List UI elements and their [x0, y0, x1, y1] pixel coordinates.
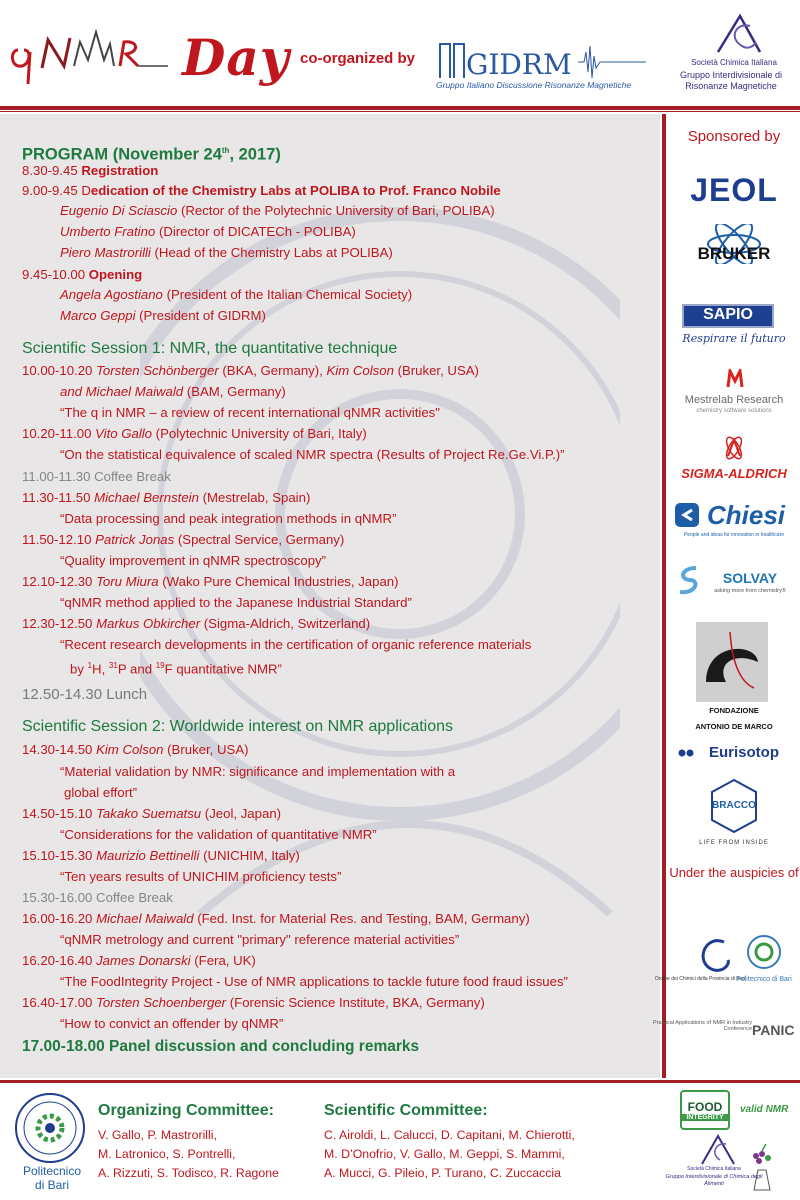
- fondazione-name: ANTONIO DE MARCO: [695, 722, 773, 731]
- program-line: [22, 805, 281, 823]
- program-line: [60, 868, 341, 886]
- program-line: [22, 468, 171, 486]
- program-text: Scientific Session 2: Worldwide interest on NMR applications: [22, 718, 454, 735]
- scientific-member-line: A. Mucci, G. Pileio, P. Turano, C. Zuccaccia: [324, 1166, 561, 1180]
- program-text: Patrick Jonas: [95, 532, 175, 547]
- sidebar-divider: [662, 114, 666, 1078]
- program-text: “Ten years results of UNICHIM proficiency tests”: [60, 869, 342, 884]
- program-text: (Sigma-Aldrich, Switzerland): [200, 616, 371, 631]
- header-divider: [0, 106, 800, 110]
- fondazione-emblem: [696, 622, 768, 702]
- valid-nmr-logo: valid NMR: [740, 1104, 789, 1115]
- ordine-chimici-icon: [694, 934, 734, 974]
- program-text: (UNICHIM, Italy): [199, 848, 300, 863]
- scientific-committee-title: Scientific Committee:: [324, 1102, 488, 1119]
- program-text: (Director of DICATECh - POLIBA): [155, 224, 356, 239]
- program-line: [22, 182, 501, 200]
- program-line: [22, 489, 310, 507]
- panic-fullname: Practical Applications of NMR in Industry Conference: [652, 1020, 752, 1032]
- program-text: “qNMR metrology and current "primary" reference material activities”: [60, 932, 460, 947]
- organizing-member-line: V. Gallo, P. Mastrorilli,: [98, 1128, 217, 1142]
- chiesi-logo: Chiesi: [706, 500, 786, 530]
- program-text: 17.00-18.00 Panel discussion and concluding remarks: [22, 1038, 420, 1055]
- program-text: (Spectral Service, Germany): [174, 532, 345, 547]
- program-text: Vito Gallo: [95, 426, 153, 441]
- lunch-line: [22, 686, 147, 704]
- superscript: 19: [155, 661, 165, 670]
- program-line: [70, 657, 282, 678]
- program-line: [60, 931, 459, 949]
- organizing-committee-title: Organizing Committee:: [98, 1102, 275, 1119]
- ordine-chimici-label: Ordine dei Chimici della Provincia di Bari: [654, 976, 746, 982]
- program-text: Michael Maiwald: [96, 911, 194, 926]
- program-line: [60, 286, 412, 304]
- program-text: and Michael Maiwald: [60, 384, 184, 399]
- sapio-tagline: Respirare il futuro: [682, 332, 786, 345]
- poliba-seal-icon: [14, 1092, 86, 1164]
- sponsored-by-label: Sponsored by: [687, 128, 781, 145]
- program-title: [22, 142, 281, 164]
- program-text: 9.00-9.45 D: [22, 183, 91, 198]
- program-line: [60, 636, 531, 654]
- program-text: Registration: [81, 163, 159, 178]
- program-line: [60, 446, 565, 464]
- organizing-member-line: M. Latronico, S. Pontrelli,: [98, 1147, 236, 1161]
- program-text: 8.30-9.45: [22, 163, 82, 178]
- gidrm-logo-text: GIDRM: [466, 48, 572, 81]
- program-text: F quantitative NMR”: [164, 661, 282, 677]
- foodintegrity-logo-sub: INTEGRITY: [680, 1114, 730, 1121]
- gica-society: Società Chimica Italiana: [687, 1166, 741, 1172]
- program-line: [22, 847, 300, 865]
- program-text: Markus Obkircher: [96, 616, 201, 631]
- program-text: Piero Mastrorilli: [60, 245, 151, 260]
- scientific-member-line: C. Airoldi, L. Calucci, D. Capitani, M. Chierotti,: [324, 1128, 575, 1142]
- program-text: 12.50-14.30 Lunch: [22, 686, 148, 703]
- program-text: 11.00-11.30 Coffee Break: [22, 469, 171, 484]
- qnmr-logo: [8, 20, 168, 86]
- program-line: [60, 202, 495, 220]
- sapio-logo: SAPIO: [703, 306, 753, 323]
- program-line: [60, 510, 396, 528]
- header: [0, 0, 800, 104]
- program-text: Toru Miura: [96, 574, 159, 589]
- jeol-logo: JEOL: [690, 172, 778, 208]
- program-text: “Recent research developments in the certification of organic reference materials: [60, 637, 532, 652]
- program-text: Torsten Schönberger: [96, 363, 219, 378]
- mestrelab-icon: [726, 369, 744, 389]
- program-text: (Polytechnic University of Bari, Italy): [152, 426, 367, 441]
- mestrelab-logo: Mestrelab Research: [684, 394, 784, 406]
- auspices-label: Under the auspicies of: [669, 865, 799, 880]
- program-text: (Bruker, USA): [393, 363, 479, 378]
- program-line: [22, 615, 370, 633]
- program-line: [22, 910, 530, 928]
- bruker-logo: BRUKER: [697, 244, 771, 263]
- program-line: [60, 552, 326, 570]
- program-line: [60, 404, 440, 422]
- program-text: “qNMR method applied to the Japanese Industrial Standard”: [60, 595, 412, 610]
- program-text: (Fed. Inst. for Material Res. and Testing, BAM, Germany): [193, 911, 530, 926]
- program-text: (Head of the Chemistry Labs at POLIBA): [150, 245, 393, 260]
- program-text: 10.20-11.00: [22, 426, 96, 441]
- program-text: James Donarski: [96, 953, 191, 968]
- program-text: 15.10-15.30: [22, 848, 97, 863]
- program-text: P and: [117, 661, 156, 677]
- scientific-member-line: M. D’Onofrio, V. Gallo, M. Geppi, S. Mammi,: [324, 1147, 565, 1161]
- program-line: [60, 973, 568, 991]
- session-heading: [22, 340, 397, 358]
- program-text: Marco Geppi: [60, 308, 136, 323]
- program-text: (Mestrelab, Spain): [198, 490, 311, 505]
- program-text: (BAM, Germany): [183, 384, 286, 399]
- program-text: (Bruker, USA): [163, 742, 249, 757]
- program-line: [60, 223, 356, 241]
- program-text: (Forensic Science Institute, BKA, Germany): [226, 995, 485, 1010]
- program-text: Kim Colson: [326, 363, 394, 378]
- panel-discussion-line: [22, 1038, 419, 1056]
- program-text: (Rector of the Polytechnic University of Bari, POLIBA): [177, 203, 495, 218]
- panic-logo: PANIC: [752, 1022, 795, 1038]
- fondazione-label: FONDAZIONE: [709, 706, 759, 715]
- program-text: (Jeol, Japan): [201, 806, 282, 821]
- poliba-name-line2: di Bari: [34, 1178, 69, 1192]
- program-line: [64, 784, 137, 802]
- program-line: [60, 307, 266, 325]
- superscript: 1: [87, 661, 93, 670]
- program-text: 10.00-10.20: [22, 363, 97, 378]
- gica-icon: [698, 1132, 738, 1166]
- program-text: “Quality improvement in qNMR spectroscopy”: [60, 553, 327, 568]
- sigma-aldrich-logo: SIGMA-ALDRICH: [681, 466, 787, 481]
- eurisotop-logo: Eurisotop: [709, 744, 779, 761]
- program-text: “Data processing and peak integration methods in qNMR”: [60, 511, 397, 526]
- program-text: by: [70, 661, 88, 677]
- session-heading: [22, 718, 453, 736]
- bracco-logo: BRACCO: [712, 800, 756, 811]
- program-text: Opening: [88, 267, 143, 282]
- program-text: 15.30-16.00 Coffee Break: [22, 890, 173, 905]
- program-line: [60, 1015, 283, 1033]
- organizing-member-line: A. Rizzuti, S. Todisco, R. Ragone: [98, 1166, 279, 1180]
- solvay-tagline: asking more from chemistry®: [714, 588, 786, 594]
- program-text: 16.40-17.00: [22, 995, 97, 1010]
- program-text: Umberto Fratino: [60, 224, 156, 239]
- program-text: “On the statistical equivalence of scaled NMR spectra (Results of Project Re.Ge.Vi.P.)”: [60, 447, 565, 462]
- program-text: Michael Bernstein: [94, 490, 199, 505]
- program-line: [22, 162, 158, 180]
- program-text: Angela Agostiano: [60, 287, 163, 302]
- program-text: (BKA, Germany),: [218, 363, 327, 378]
- program-text: “How to convict an offender by qNMR”: [60, 1016, 284, 1031]
- superscript: 31: [108, 661, 118, 670]
- poliba-small-seal-icon: [746, 934, 782, 970]
- chiesi-tagline: People and ideas for innovation in healthcare: [683, 532, 785, 538]
- program-text: 14.50-15.10: [22, 806, 97, 821]
- superscript: th: [221, 146, 230, 155]
- program-text: global effort”: [64, 785, 138, 800]
- program-line: [60, 763, 455, 781]
- program-text: “Material validation by NMR: significance and implementation with a: [60, 764, 456, 779]
- program-text: PROGRAM (November 24: [22, 145, 222, 164]
- bracco-tagline: LIFE FROM INSIDE: [699, 840, 769, 846]
- program-text: Maurizio Bettinelli: [96, 848, 200, 863]
- program-line: [60, 383, 286, 401]
- program-text: edication of the Chemistry Labs at POLIBA to Prof. Franco Nobile: [90, 183, 501, 198]
- program-text: Kim Colson: [96, 742, 164, 757]
- program-panel: [0, 114, 660, 1078]
- program-line: [22, 573, 399, 591]
- header-divider-thin: [0, 111, 800, 112]
- program-line: [22, 741, 249, 759]
- program-text: H,: [92, 661, 109, 677]
- poliba-small-label: Politecnico di Bari: [736, 976, 792, 983]
- coorganized-label: co-organized by: [300, 50, 416, 67]
- program-text: “Considerations for the validation of quantitative NMR”: [60, 827, 377, 842]
- gidrm-fullname: Gruppo Italiano Discussione Risonanze Magnetiche: [436, 80, 632, 90]
- program-line: [22, 362, 479, 380]
- program-line: [60, 594, 412, 612]
- program-line: [60, 244, 393, 262]
- program-text: 11.30-11.50: [22, 490, 95, 505]
- program-text: 14.30-14.50: [22, 742, 97, 757]
- foodintegrity-logo: FOOD: [687, 1100, 723, 1114]
- program-text: 12.10-12.30: [22, 574, 97, 589]
- program-text: 9.45-10.00: [22, 267, 89, 282]
- poliba-name-line1: Politecnico: [22, 1164, 82, 1178]
- program-line: [22, 531, 344, 549]
- program-text: 16.00-16.20: [22, 911, 97, 926]
- program-line: [22, 994, 485, 1012]
- program-text: (President of GIDRM): [135, 308, 266, 323]
- program-text: (Wako Pure Chemical Industries, Japan): [158, 574, 399, 589]
- program-text: Scientific Session 1: NMR, the quantitative technique: [22, 340, 398, 357]
- program-text: Eugenio Di Sciascio: [60, 203, 178, 218]
- sponsors-sidebar: [652, 114, 800, 1078]
- program-text: (Fera, UK): [190, 953, 256, 968]
- program-text: 12.30-12.50: [22, 616, 97, 631]
- solvay-logo: SOLVAY: [722, 570, 778, 586]
- footer-divider: [0, 1080, 800, 1083]
- gica-group: Gruppo Interdivisionale di Chimica degli Alimenti: [665, 1174, 763, 1187]
- sigma-aldrich-icon: [720, 434, 748, 462]
- program-line: [22, 425, 367, 443]
- sci-name: Società Chimica Italiana: [691, 58, 777, 67]
- event-day-title: Day: [182, 28, 290, 87]
- footer: [0, 1084, 800, 1200]
- sci-group: Gruppo Interdivisionale di Risonanze Magnetiche: [679, 70, 783, 91]
- program-line: [22, 889, 173, 907]
- program-text: Takako Suematsu: [96, 806, 202, 821]
- program-line: [22, 266, 142, 284]
- program-text: (President of the Italian Chemical Society): [162, 287, 413, 302]
- sci-logo: [714, 12, 764, 56]
- program-text: Torsten Schoenberger: [96, 995, 227, 1010]
- program-text: “The FoodIntegrity Project - Use of NMR applications to tackle future food fraud issues”: [60, 974, 568, 989]
- program-text: 11.50-12.10: [22, 532, 96, 547]
- program-text: 16.20-16.40: [22, 953, 97, 968]
- program-line: [22, 952, 256, 970]
- mestrelab-tagline: chemistry software solutions: [696, 408, 772, 414]
- program-text: , 2017): [229, 145, 281, 164]
- program-text: “The q in NMR – a review of recent international qNMR activities": [60, 405, 440, 420]
- program-line: [60, 826, 377, 844]
